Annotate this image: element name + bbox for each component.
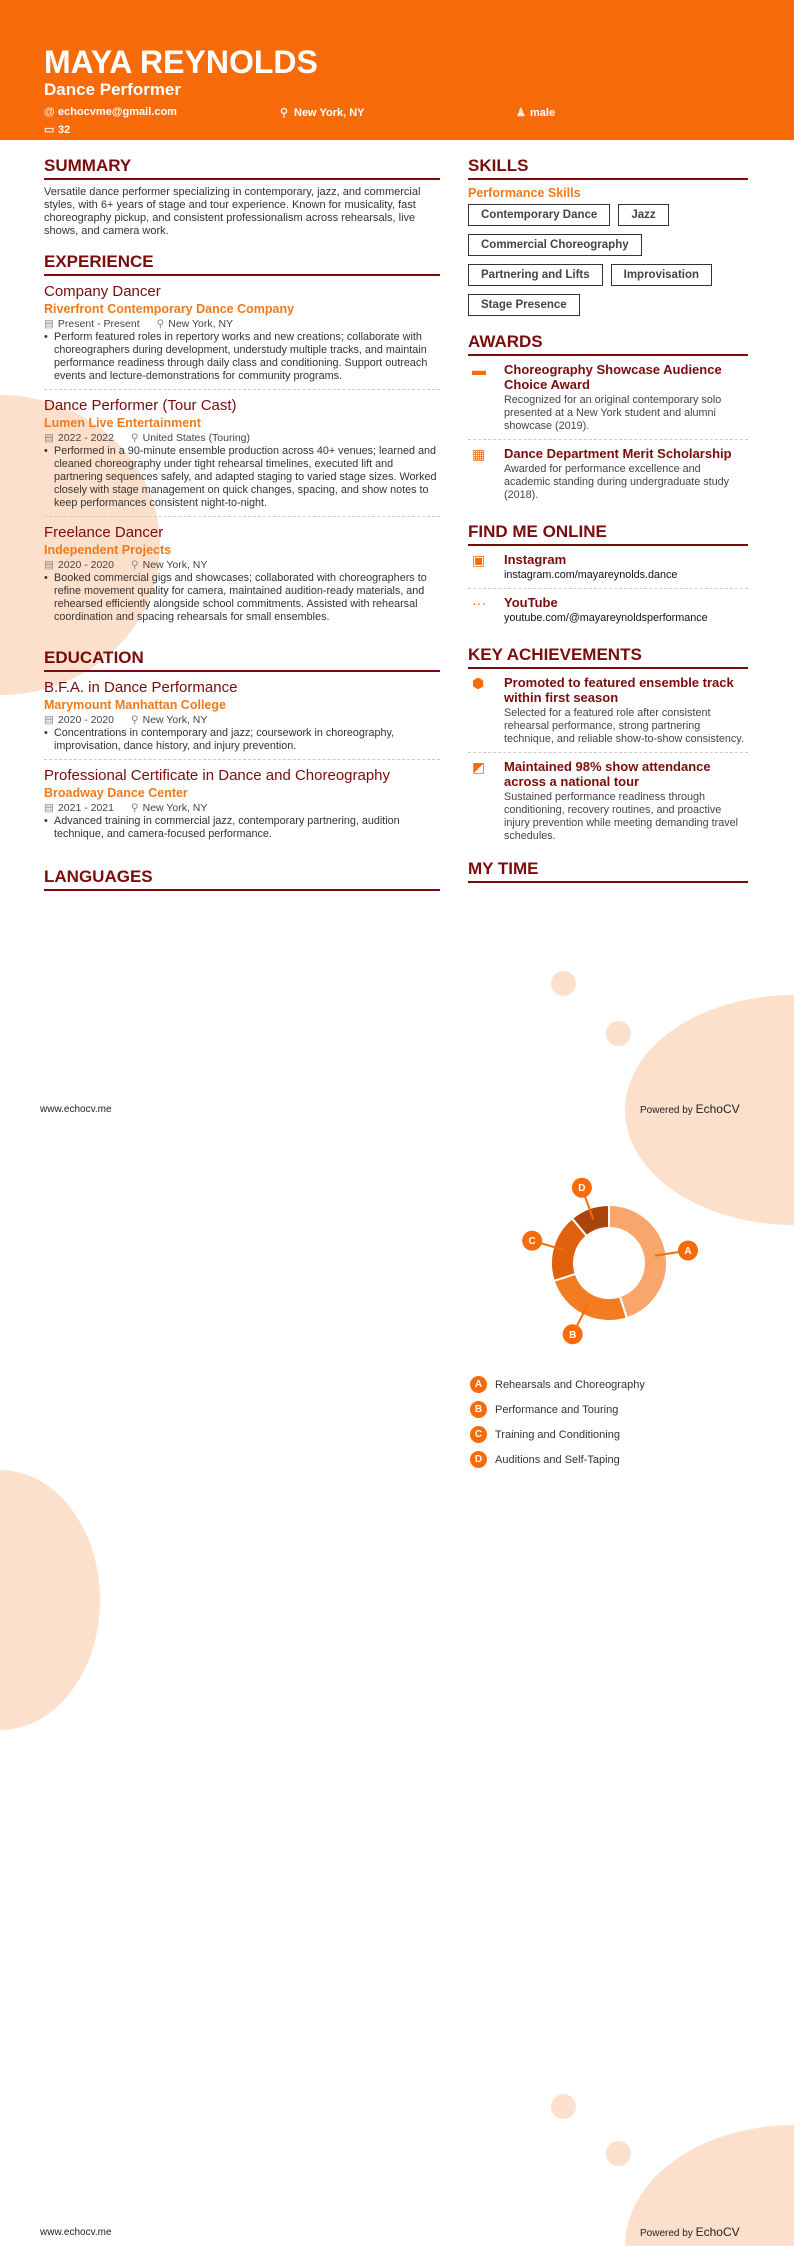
entry-dates: 2020 - 2020: [57, 714, 114, 726]
candidate-title: Dance Performer: [44, 80, 182, 99]
contact-gender: ♟ male: [516, 107, 556, 119]
entry-title: Dance Performer (Tour Cast): [44, 397, 237, 414]
person-icon: ♟: [516, 107, 526, 119]
legend-item: [470, 1447, 645, 1472]
summary-text: Versatile dance performer specializing in contemporary, jazz, and commercial styles, with 6+ years of stage and tour experience. Known for musicality, fast choreography pickup, and consistent professionalism across rehearsals, live shows, and camera work.: [44, 186, 421, 237]
callout-label: C: [528, 1236, 536, 1248]
entry-description: • Performed in a 90-minute ensemble production across 40+ venues; learned and cleaned choreography under tight rehearsal timelines, executed lift and partnering sequences safely, and adapted staging to varied stage sizes. Worked closely with stage management on quick changes, spacing, and show notes to keep performances consistent night-to-night.: [44, 445, 440, 510]
footer-url[interactable]: www.echocv.me: [40, 2227, 112, 2238]
entry-description: • Perform featured roles in repertory works and new creations; collaborate with choreographers during development, understudy multiple tracks, and maintain performance readiness through daily class and conditioning. Support outreach events and lecture-demonstrations for community programs.: [44, 331, 440, 383]
experience-heading: EXPERIENCE: [44, 252, 440, 276]
entry-organization: Independent Projects: [44, 543, 172, 557]
callout-label: A: [684, 1245, 692, 1257]
awards-heading: AWARDS: [468, 332, 748, 356]
document-icon: ▣: [472, 552, 486, 568]
calendar-icon: ▤: [44, 559, 54, 571]
location-pin-icon: ⚲: [156, 318, 165, 330]
online-heading: FIND ME ONLINE: [468, 522, 748, 546]
item-title: Instagram: [504, 552, 567, 567]
donut-slice: [554, 1274, 627, 1321]
calendar-icon: ▭: [44, 124, 55, 136]
entry-dates: 2022 - 2022: [57, 432, 114, 444]
at-icon: @: [44, 106, 55, 118]
item-title: Promoted to featured ensemble track within first season: [504, 675, 734, 705]
right-column: [468, 156, 748, 889]
education-heading: EDUCATION: [44, 648, 440, 672]
achievements-item: [468, 759, 748, 849]
awards-item: [468, 446, 748, 508]
legend-label: Auditions and Self-Taping: [495, 1453, 620, 1466]
item-title: Dance Department Merit Scholarship: [504, 446, 732, 461]
online-item[interactable]: [468, 595, 748, 631]
left-column: [44, 156, 440, 897]
chart-legend: [470, 1372, 645, 1472]
callout-label: D: [578, 1183, 586, 1195]
legend-badge: C: [470, 1426, 487, 1443]
decor-circle: [551, 2094, 576, 2119]
footer-powered: Powered by EchoCV: [640, 2225, 740, 2239]
entry-title: Professional Certificate in Dance and Choreography: [44, 767, 391, 784]
entry-organization: Riverfront Contemporary Dance Company: [44, 302, 295, 316]
entry-title: Company Dancer: [44, 283, 161, 300]
legend-label: Performance and Touring: [495, 1403, 619, 1416]
files-icon: ◩: [472, 759, 486, 775]
calendar-icon: ▤: [44, 318, 54, 330]
calendar-icon: ▦: [472, 446, 486, 462]
entry-title: Freelance Dancer: [44, 524, 164, 541]
item-title: Choreography Showcase Audience Choice Award: [504, 362, 722, 392]
my-time-heading: MY TIME: [468, 859, 748, 883]
decor-circle: [46, 1585, 86, 1625]
item-description[interactable]: youtube.com/@mayareynoldsperformance: [504, 612, 708, 624]
calendar-icon: ▤: [44, 432, 54, 444]
item-title: YouTube: [504, 595, 558, 610]
online-item[interactable]: [468, 552, 748, 589]
location-pin-icon: ⚲: [130, 559, 139, 571]
entry-dates: 2020 - 2020: [57, 559, 114, 571]
location-pin-icon: ⚲: [130, 432, 139, 444]
decor-circle: [606, 2141, 631, 2166]
skills-group-title: Performance Skills: [468, 186, 581, 200]
experience-entry: [44, 282, 440, 390]
contact-age: ▭ 32: [44, 124, 71, 136]
skill-tag: Jazz: [618, 204, 668, 226]
resume-header: [0, 0, 794, 140]
entry-location: New York, NY: [142, 559, 208, 571]
entry-location: New York, NY: [168, 318, 234, 330]
skill-tag: Improvisation: [611, 264, 712, 286]
entry-description: • Advanced training in commercial jazz, contemporary partnering, audition technique, and camera-focused performance.: [44, 815, 440, 841]
skills-heading: SKILLS: [468, 156, 748, 180]
skill-tag: Partnering and Lifts: [468, 264, 603, 286]
entry-dates: 2021 - 2021: [57, 802, 114, 814]
summary-heading: SUMMARY: [44, 156, 440, 180]
entry-location: United States (Touring): [142, 432, 250, 444]
footer-powered: Powered by EchoCV: [640, 1102, 740, 1116]
awards-item: [468, 362, 748, 440]
entry-organization: Lumen Live Entertainment: [44, 416, 201, 430]
item-description: Selected for a featured role after consistent rehearsal performance, strong partnering technique, and reliable show-to-show consistency.: [504, 707, 744, 745]
decor-circle: [551, 971, 576, 996]
footer-url[interactable]: www.echocv.me: [40, 1104, 112, 1115]
education-entry: [44, 678, 440, 760]
achievements-item: [468, 675, 748, 753]
legend-badge: B: [470, 1401, 487, 1418]
skill-tag: Commercial Choreography: [468, 234, 642, 256]
entry-description: • Booked commercial gigs and showcases; collaborated with choreographers to refine movement quality for camera, maintained audition-ready materials, and rehearsed efficiently alongside school commitments. Assisted with rehearsal coordination and spacing rehearsals for small ensembles.: [44, 572, 440, 624]
experience-entry: [44, 523, 440, 630]
entry-location: New York, NY: [142, 802, 208, 814]
skill-tag: Contemporary Dance: [468, 204, 610, 226]
ellipsis-icon: ···: [472, 595, 486, 611]
experience-entry: [44, 396, 440, 517]
callout-label: B: [569, 1329, 577, 1341]
legend-item: [470, 1372, 645, 1397]
location-pin-icon: ⚲: [130, 714, 139, 726]
achievements-heading: KEY ACHIEVEMENTS: [468, 645, 748, 669]
skill-tag: Stage Presence: [468, 294, 580, 316]
item-description: Awarded for performance excellence and academic standing during undergraduate study (2018).: [504, 463, 730, 501]
legend-label: Rehearsals and Choreography: [495, 1378, 645, 1391]
contact-location: ⚲ New York, NY: [280, 107, 365, 119]
item-description: Sustained performance readiness through conditioning, recovery routines, and proactive injury prevention while meeting demanding travel schedules.: [504, 791, 739, 842]
legend-label: Training and Conditioning: [495, 1428, 620, 1441]
legend-badge: D: [470, 1451, 487, 1468]
entry-dates: Present - Present: [57, 318, 140, 330]
languages-heading: LANGUAGES: [44, 867, 440, 891]
cube-icon: ⬢: [472, 675, 485, 691]
legend-item: [470, 1397, 645, 1422]
location-pin-icon: ⚲: [280, 107, 289, 119]
legend-item: [470, 1422, 645, 1447]
legend-badge: A: [470, 1376, 487, 1393]
entry-description: • Concentrations in contemporary and jazz; coursework in choreography, improvisation, dance history, and injury prevention.: [44, 727, 440, 753]
candidate-name: MAYA REYNOLDS: [44, 44, 318, 80]
entry-title: B.F.A. in Dance Performance: [44, 679, 238, 696]
calendar-icon: ▤: [44, 714, 54, 726]
entry-organization: Marymount Manhattan College: [44, 698, 226, 712]
location-pin-icon: ⚲: [130, 802, 139, 814]
decor-circle: [606, 1021, 631, 1046]
contact-email: @ echocvme@gmail.com: [44, 106, 177, 118]
education-entry: [44, 766, 440, 847]
entry-location: New York, NY: [142, 714, 208, 726]
item-description[interactable]: instagram.com/mayareynolds.dance: [504, 569, 678, 581]
item-title: Maintained 98% show attendance across a national tour: [504, 759, 711, 789]
battery-icon: ▬: [472, 362, 486, 378]
item-description: Recognized for an original contemporary solo presented at a New York student and alumni showcase (2019).: [504, 394, 722, 432]
calendar-icon: ▤: [44, 802, 54, 814]
entry-organization: Broadway Dance Center: [44, 786, 188, 800]
my-time-donut-chart: [480, 1150, 740, 1370]
